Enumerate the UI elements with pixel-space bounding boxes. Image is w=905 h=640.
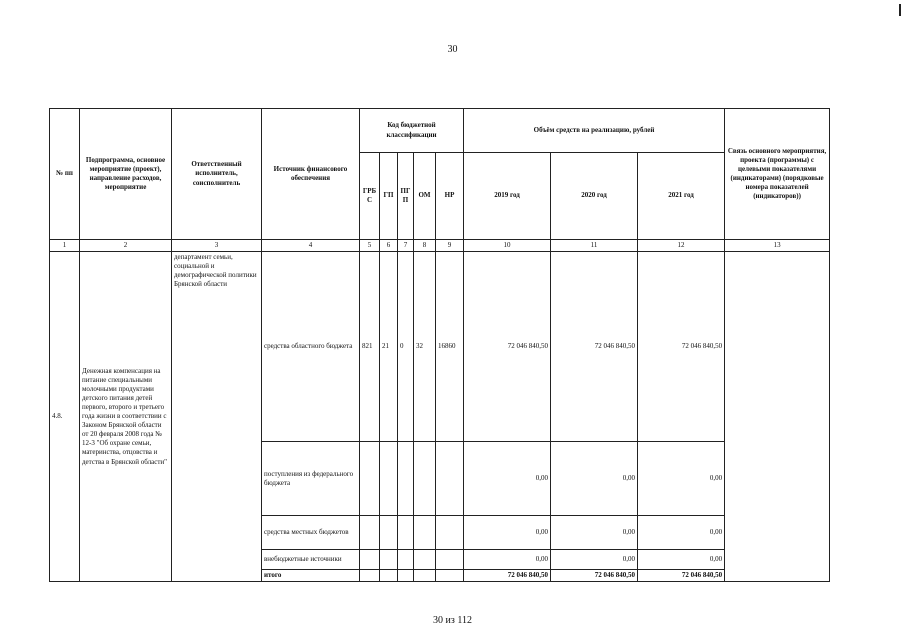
column-number: 4 bbox=[262, 240, 360, 252]
header-grbs: ГРБ С bbox=[360, 153, 380, 240]
header-subprogram: Подпрограмма, основное мероприятие (проект), направление расходов, мероприятие bbox=[80, 109, 172, 240]
amount-2021: 0,00 bbox=[638, 516, 725, 550]
np-cell bbox=[436, 442, 464, 516]
header-executor: Ответственный исполнитель, соисполнитель bbox=[172, 109, 262, 240]
amount-2020: 0,00 bbox=[551, 442, 638, 516]
grbs-cell bbox=[360, 570, 380, 582]
total-2020: 72 046 840,50 bbox=[551, 570, 638, 582]
source-cell: средства областного бюджета bbox=[262, 252, 360, 442]
gp-cell bbox=[380, 570, 398, 582]
grbs-cell: 821 bbox=[360, 252, 380, 442]
amount-2019: 0,00 bbox=[464, 516, 551, 550]
gp-cell bbox=[380, 516, 398, 550]
column-number: 9 bbox=[436, 240, 464, 252]
header-gp: ГП bbox=[380, 153, 398, 240]
column-number: 7 bbox=[398, 240, 414, 252]
column-number: 1 bbox=[50, 240, 80, 252]
column-number: 2 bbox=[80, 240, 172, 252]
header-pgp: ПГ П bbox=[398, 153, 414, 240]
gp-cell: 21 bbox=[380, 252, 398, 442]
pgp-cell bbox=[398, 570, 414, 582]
header-om: ОМ bbox=[414, 153, 436, 240]
table-row bbox=[50, 252, 830, 442]
page-number-top: 30 bbox=[447, 44, 458, 55]
total-2021: 72 046 840,50 bbox=[638, 570, 725, 582]
pgp-cell bbox=[398, 516, 414, 550]
amount-2019: 0,00 bbox=[464, 442, 551, 516]
gp-cell bbox=[380, 550, 398, 570]
column-number: 11 bbox=[551, 240, 638, 252]
om-cell bbox=[414, 516, 436, 550]
source-cell: средства местных бюджетов bbox=[262, 516, 360, 550]
row-description: Денежная компенсация на питание специальными молочными продуктами детского питания детей первого, второго и третьего года жизни в соответствии с Законом Брянской области от 20 февраля 2008 года № 12-3 "Об охране семьи, материнства, отцовства и детства в Брянской области" bbox=[80, 252, 172, 582]
header-np: НР bbox=[436, 153, 464, 240]
header-link: Связь основного мероприятия, проекта (программы) с целевыми показателями (индикаторами) (порядковые номера показателей (индикаторов)) bbox=[725, 109, 830, 240]
grbs-cell bbox=[360, 550, 380, 570]
pgp-cell bbox=[398, 442, 414, 516]
header-budget-code: Код бюджетной классификации bbox=[360, 109, 464, 153]
np-cell bbox=[436, 516, 464, 550]
header-2021: 2021 год bbox=[638, 153, 725, 240]
amount-2020: 72 046 840,50 bbox=[551, 252, 638, 442]
column-number: 8 bbox=[414, 240, 436, 252]
amount-2021: 0,00 bbox=[638, 550, 725, 570]
row-link bbox=[725, 252, 830, 582]
amount-2021: 72 046 840,50 bbox=[638, 252, 725, 442]
header-no: № пп bbox=[50, 109, 80, 240]
total-2019: 72 046 840,50 bbox=[464, 570, 551, 582]
header-2019: 2019 год bbox=[464, 153, 551, 240]
column-number: 10 bbox=[464, 240, 551, 252]
pgp-cell bbox=[398, 550, 414, 570]
np-cell: 16860 bbox=[436, 252, 464, 442]
grbs-cell bbox=[360, 442, 380, 516]
amount-2021: 0,00 bbox=[638, 442, 725, 516]
amount-2020: 0,00 bbox=[551, 516, 638, 550]
source-cell: внебюджетные источники bbox=[262, 550, 360, 570]
gp-cell bbox=[380, 442, 398, 516]
om-cell: 32 bbox=[414, 252, 436, 442]
om-cell bbox=[414, 570, 436, 582]
om-cell bbox=[414, 442, 436, 516]
amount-2019: 72 046 840,50 bbox=[464, 252, 551, 442]
budget-table bbox=[49, 108, 830, 582]
column-number: 6 bbox=[380, 240, 398, 252]
column-number: 5 bbox=[360, 240, 380, 252]
header-source: Источник финансового обеспечения bbox=[262, 109, 360, 240]
amount-2019: 0,00 bbox=[464, 550, 551, 570]
row-number: 4.8. bbox=[50, 252, 80, 582]
source-cell: поступления из федерального бюджета bbox=[262, 442, 360, 516]
row-executor: департамент семьи, социальной и демографической политики Брянской области bbox=[172, 252, 262, 582]
om-cell bbox=[414, 550, 436, 570]
page-footer: 30 из 112 bbox=[433, 615, 472, 626]
header-2020: 2020 год bbox=[551, 153, 638, 240]
amount-2020: 0,00 bbox=[551, 550, 638, 570]
header-volume: Объём средств на реализацию, рублей bbox=[464, 109, 725, 153]
column-number: 12 bbox=[638, 240, 725, 252]
pgp-cell: 0 bbox=[398, 252, 414, 442]
column-number: 13 bbox=[725, 240, 830, 252]
np-cell bbox=[436, 550, 464, 570]
source-cell: итого bbox=[262, 570, 360, 582]
scan-edge-mark bbox=[899, 4, 901, 16]
np-cell bbox=[436, 570, 464, 582]
grbs-cell bbox=[360, 516, 380, 550]
column-number: 3 bbox=[172, 240, 262, 252]
